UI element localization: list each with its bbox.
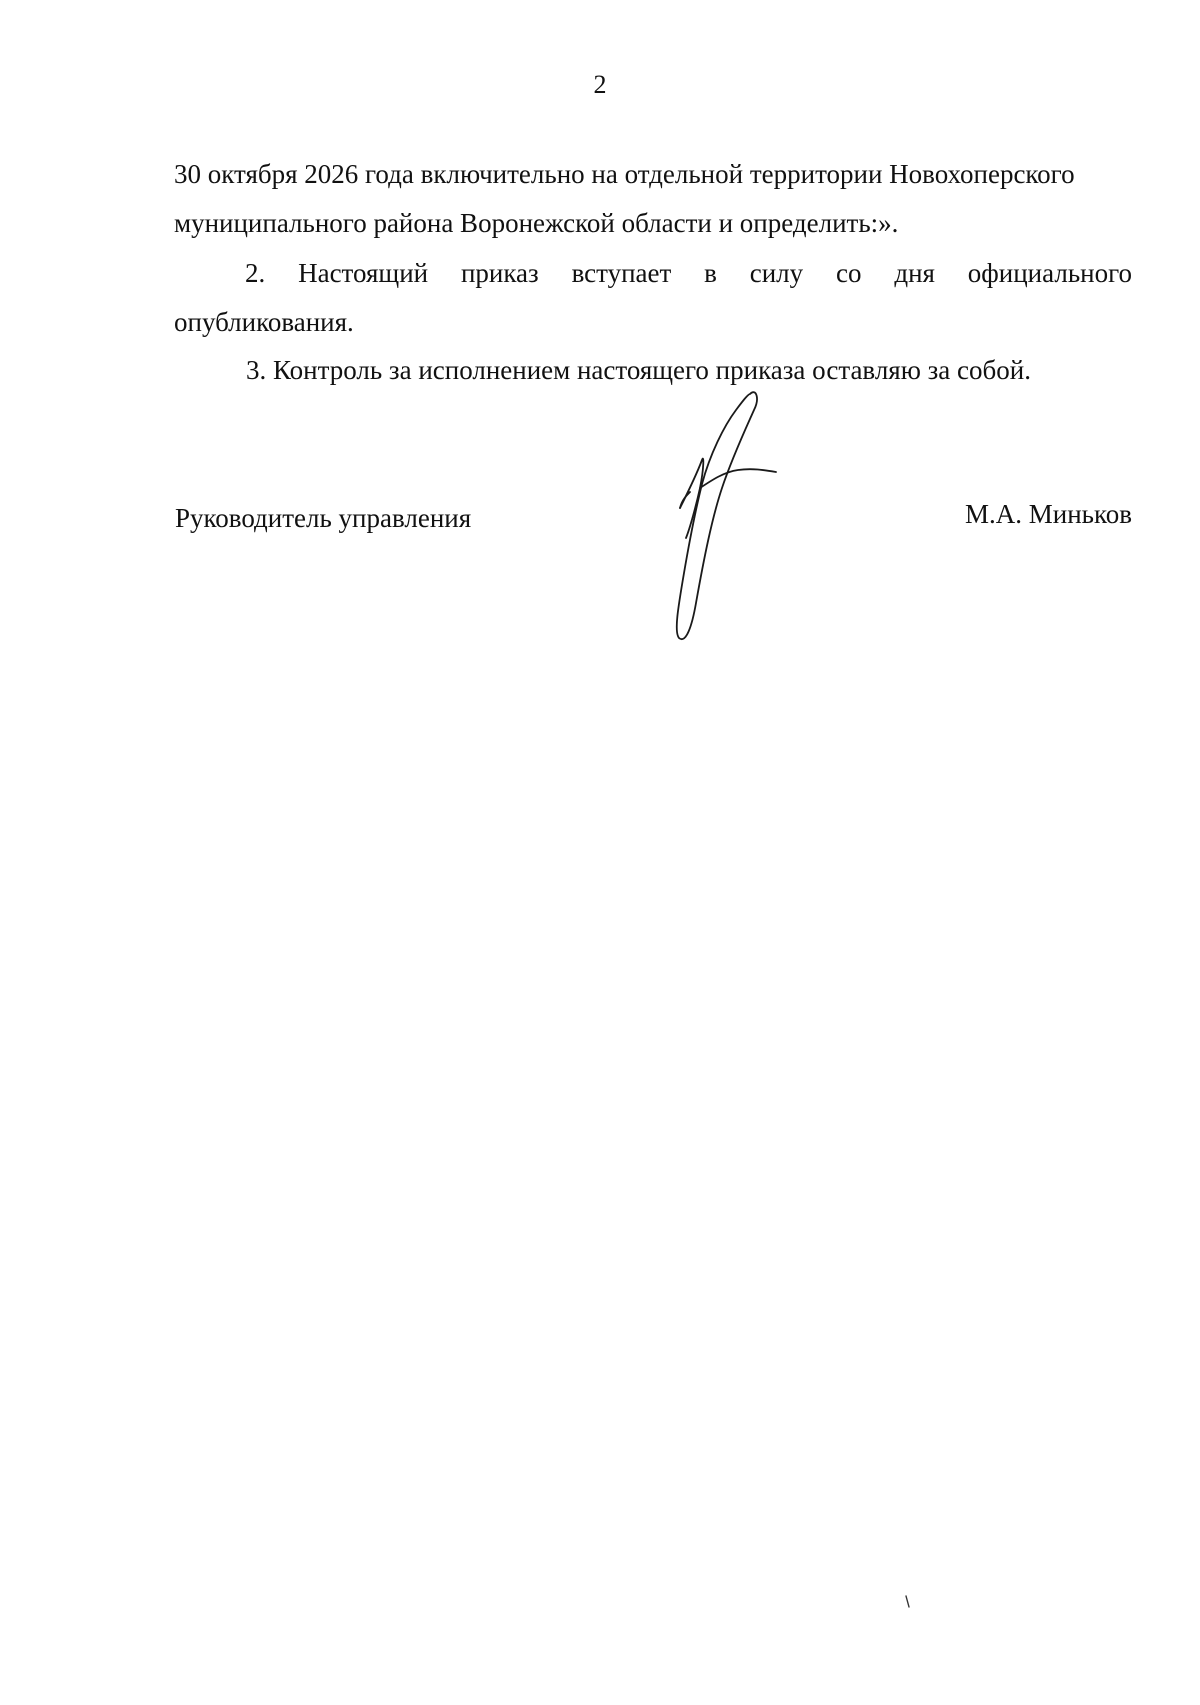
item-2-word: вступает <box>571 258 672 288</box>
item-2-word: силу <box>749 258 804 288</box>
handwritten-signature <box>660 388 780 648</box>
item-2-line-2: опубликования. <box>174 307 354 337</box>
item-2-word: дня <box>894 258 935 288</box>
stray-mark <box>905 1595 911 1609</box>
item-2-word: официального <box>967 258 1132 288</box>
item-3: 3. Контроль за исполнением настоящего приказа оставляю за собой. <box>246 355 1031 385</box>
item-2-word: приказ <box>460 258 539 288</box>
item-2-word: Настоящий <box>298 258 429 288</box>
paragraph-continuation-line-2: муниципального района Воронежской области и определить:». <box>174 208 899 238</box>
item-2-line-1 <box>245 256 1132 290</box>
page-number: 2 <box>593 70 607 99</box>
signature-name: М.А. Миньков <box>965 499 1132 529</box>
item-2-word: со <box>836 258 862 288</box>
signature-role: Руководитель управления <box>175 503 472 533</box>
paragraph-continuation-line-1: 30 октября 2026 года включительно на отдельной территории Новохоперского <box>174 159 1075 189</box>
item-2-word: 2. <box>245 258 266 288</box>
item-2-word: в <box>704 258 717 288</box>
